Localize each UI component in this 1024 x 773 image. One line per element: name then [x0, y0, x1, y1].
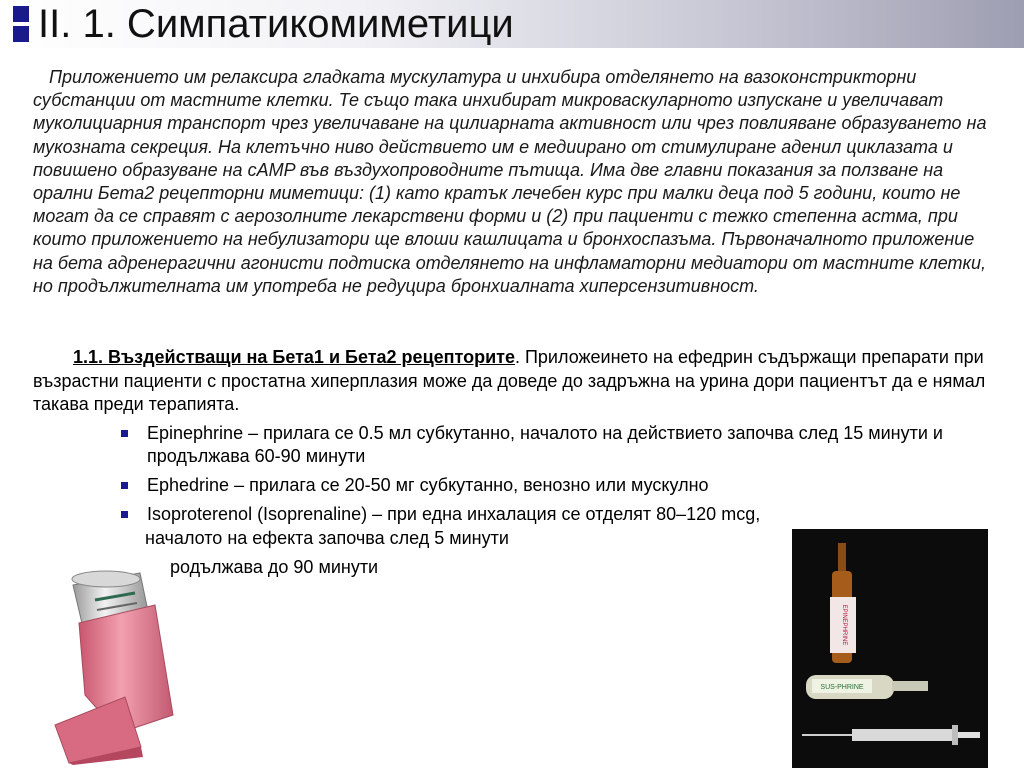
list-item-text: Isoproterenol (Isoprenaline) – при една инхалация се отделят 80–120 mcg,: [147, 504, 761, 524]
section-paragraph: [33, 346, 1003, 417]
continuation-line: родължава до 90 минути: [170, 557, 379, 577]
list-item: [120, 503, 1005, 526]
intro-paragraph: [33, 66, 995, 298]
list-item-text: Ephedrine – прилага се 20-50 мг субкутанно, венозно или мускулно: [147, 475, 709, 495]
drug-list: [120, 422, 1005, 532]
continuation-line: началото на ефекта започва след 5 минути: [145, 528, 509, 548]
bullet-icon: [121, 482, 128, 489]
section-heading: 1.1. Въздействащи на Бета1 и Бета2 рецепторите: [73, 347, 515, 367]
intro-text: Приложението им релаксира гладката мускулатура и инхибира отделянето на вазоконстрикторни субстанции от мастните клетки. Те също така инхибират микроваскуларното изпускане и увеличават муколициарния транспорт чрез увеличаване на цилиарната активност или чрез повлияване образуването на мукозната секреция. На клетъчно ниво действието им е медиирано от стимулиране аденил циклазата и повишено образуване на cAMP във въздухопроводните пътища. Има две главни показания за ползване на орални Бета2 рецепторни миметици: (1) като кратък лечебен курс при малки деца под 5 години, които не могат да се справят с аерозолните лекарствени форми и (2) при пациенти с тежко степенна астма, при които приложението на небулизатори ще влоши кашлицата и бронхоспазъма. Първоначалното приложение на бета адренерагични агонисти подтиска отделянето на инфламаторни медиатори от мастните клетки, но продължителната им употреба не редуцира бронхиалната хиперсензитивност.: [33, 67, 987, 296]
inhaler-image: [45, 565, 220, 765]
decor-square: [13, 6, 29, 22]
bullet-icon: [121, 430, 128, 437]
ampoule-label: EPINEPHRINE: [841, 604, 847, 646]
bullet-icon: [121, 511, 128, 518]
slide-title: II. 1. Симпатикомиметици: [38, 2, 514, 46]
section-text: . Приложеинето на ефедрин съдържащи препарати при възрастни пациенти с простатна хиперплазия може да доведе до задръжна на урина дори пациентът да е нямал такава преди терапията.: [33, 347, 986, 414]
list-item-text: Epinephrine – прилага се 0.5 мл субкутанно, началото на действието започва след 15 минути и продължава 60-90 минути: [147, 423, 943, 466]
ampoule-syringe-image: [792, 529, 988, 768]
list-item: [120, 422, 1005, 468]
decor-square: [13, 26, 29, 42]
list-item: [120, 474, 1005, 497]
ampoule-photo: [792, 529, 988, 768]
ampoule2-label: SUS-PHRINE: [820, 684, 864, 691]
